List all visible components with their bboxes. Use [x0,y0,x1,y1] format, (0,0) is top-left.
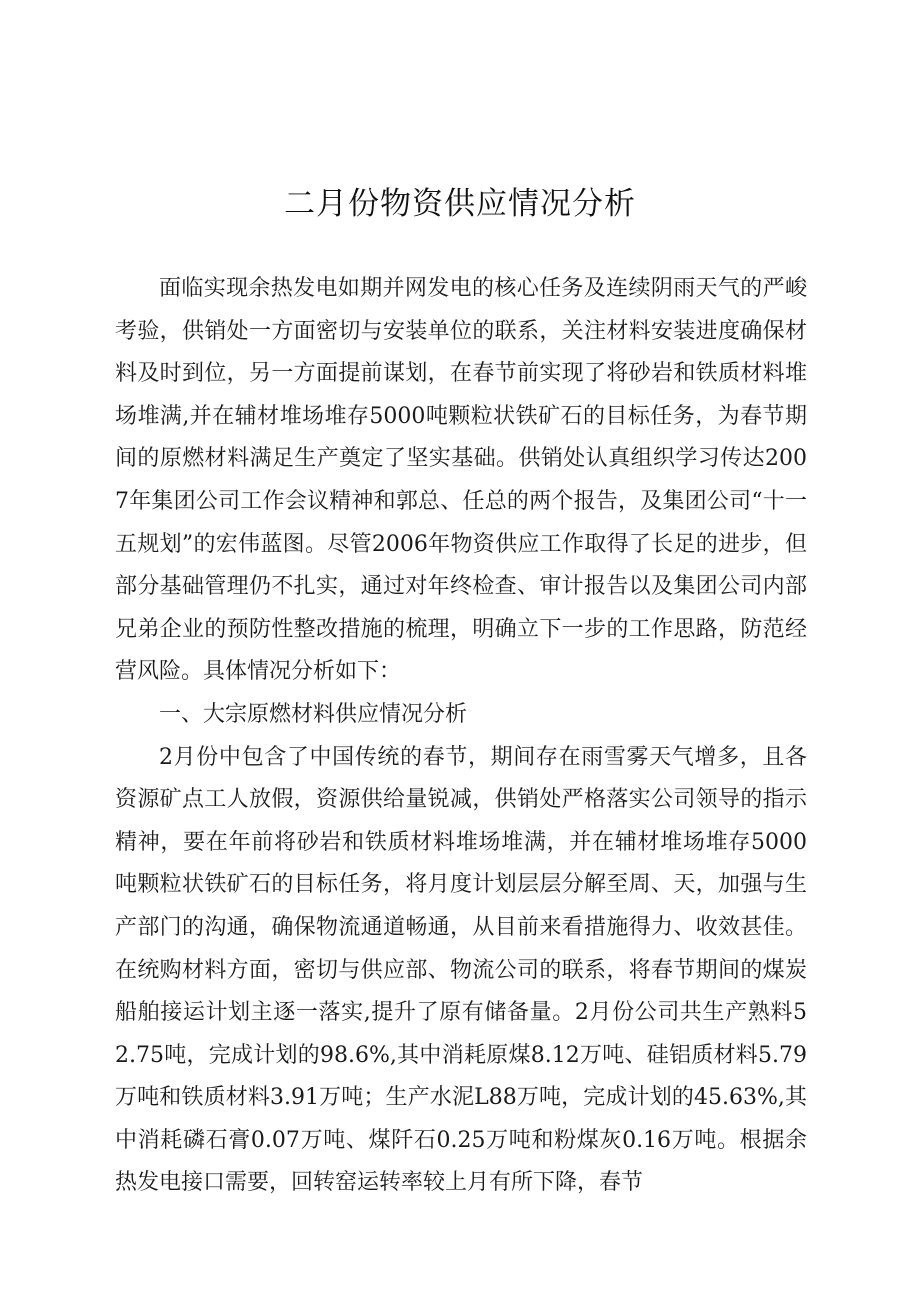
paragraph-intro: 面临实现余热发电如期并网发电的核心任务及连续阴雨天气的严峻考验，供销处一方面密切与安装单位的联系，关注材料安装进度确保材料及时到位，另一方面提前谋划，在春节前实现了将砂岩和铁质材料堆场堆满,并在辅材堆场堆存5000吨颗粒状铁矿石的目标任务，为春节期间的原燃材料满足生产奠定了坚实基础。供销处认真组织学习传达2007年集团公司工作会议精神和郭总、任总的两个报告，及集团公司“十一五规划”的宏伟蓝图。尽管2006年物资供应工作取得了长足的进步，但部分基础管理仍不扎实，通过对年终检查、审计报告以及集团公司内部兄弟企业的预防性整改措施的梳理，明确立下一步的工作思路，防范经营风险。具体情况分析如下： [115,276,807,685]
document-body [115,268,807,1205]
paragraph-section-1: 2月份中包含了中国传统的春节，期间存在雨雪雾天气增多，且各资源矿点工人放假，资源供给量锐减，供销处严格落实公司领导的指示精神，要在年前将砂岩和铁质材料堆场堆满，并在辅材堆场堆存5000吨颗粒状铁矿石的目标任务，将月度计划层层分解至周、天，加强与生产部门的沟通，确保物流通道畅通，从目前来看措施得力、收效甚佳。在统购材料方面，密切与供应部、物流公司的联系，将春节期间的煤炭船舶接运计划主逐一落实,提升了原有储备量。2月份公司共生产熟料52.75吨，完成计划的98.6%,其中消耗原煤8.12万吨、硅铝质材料5.79万吨和铁质材料3.91万吨；生产水泥L88万吨，完成计划的45.63%,其中消耗磷石膏0.07万吨、煤阡石0.25万吨和粉煤灰0.16万吨。根据余热发电接口需要，回转窑运转率较上月有所下降，春节 [115,744,807,1196]
section-heading-1: 一、大宗原燃材料供应情况分析 [159,701,468,727]
document-title: 二月份物资供应情况分析 [284,186,636,222]
